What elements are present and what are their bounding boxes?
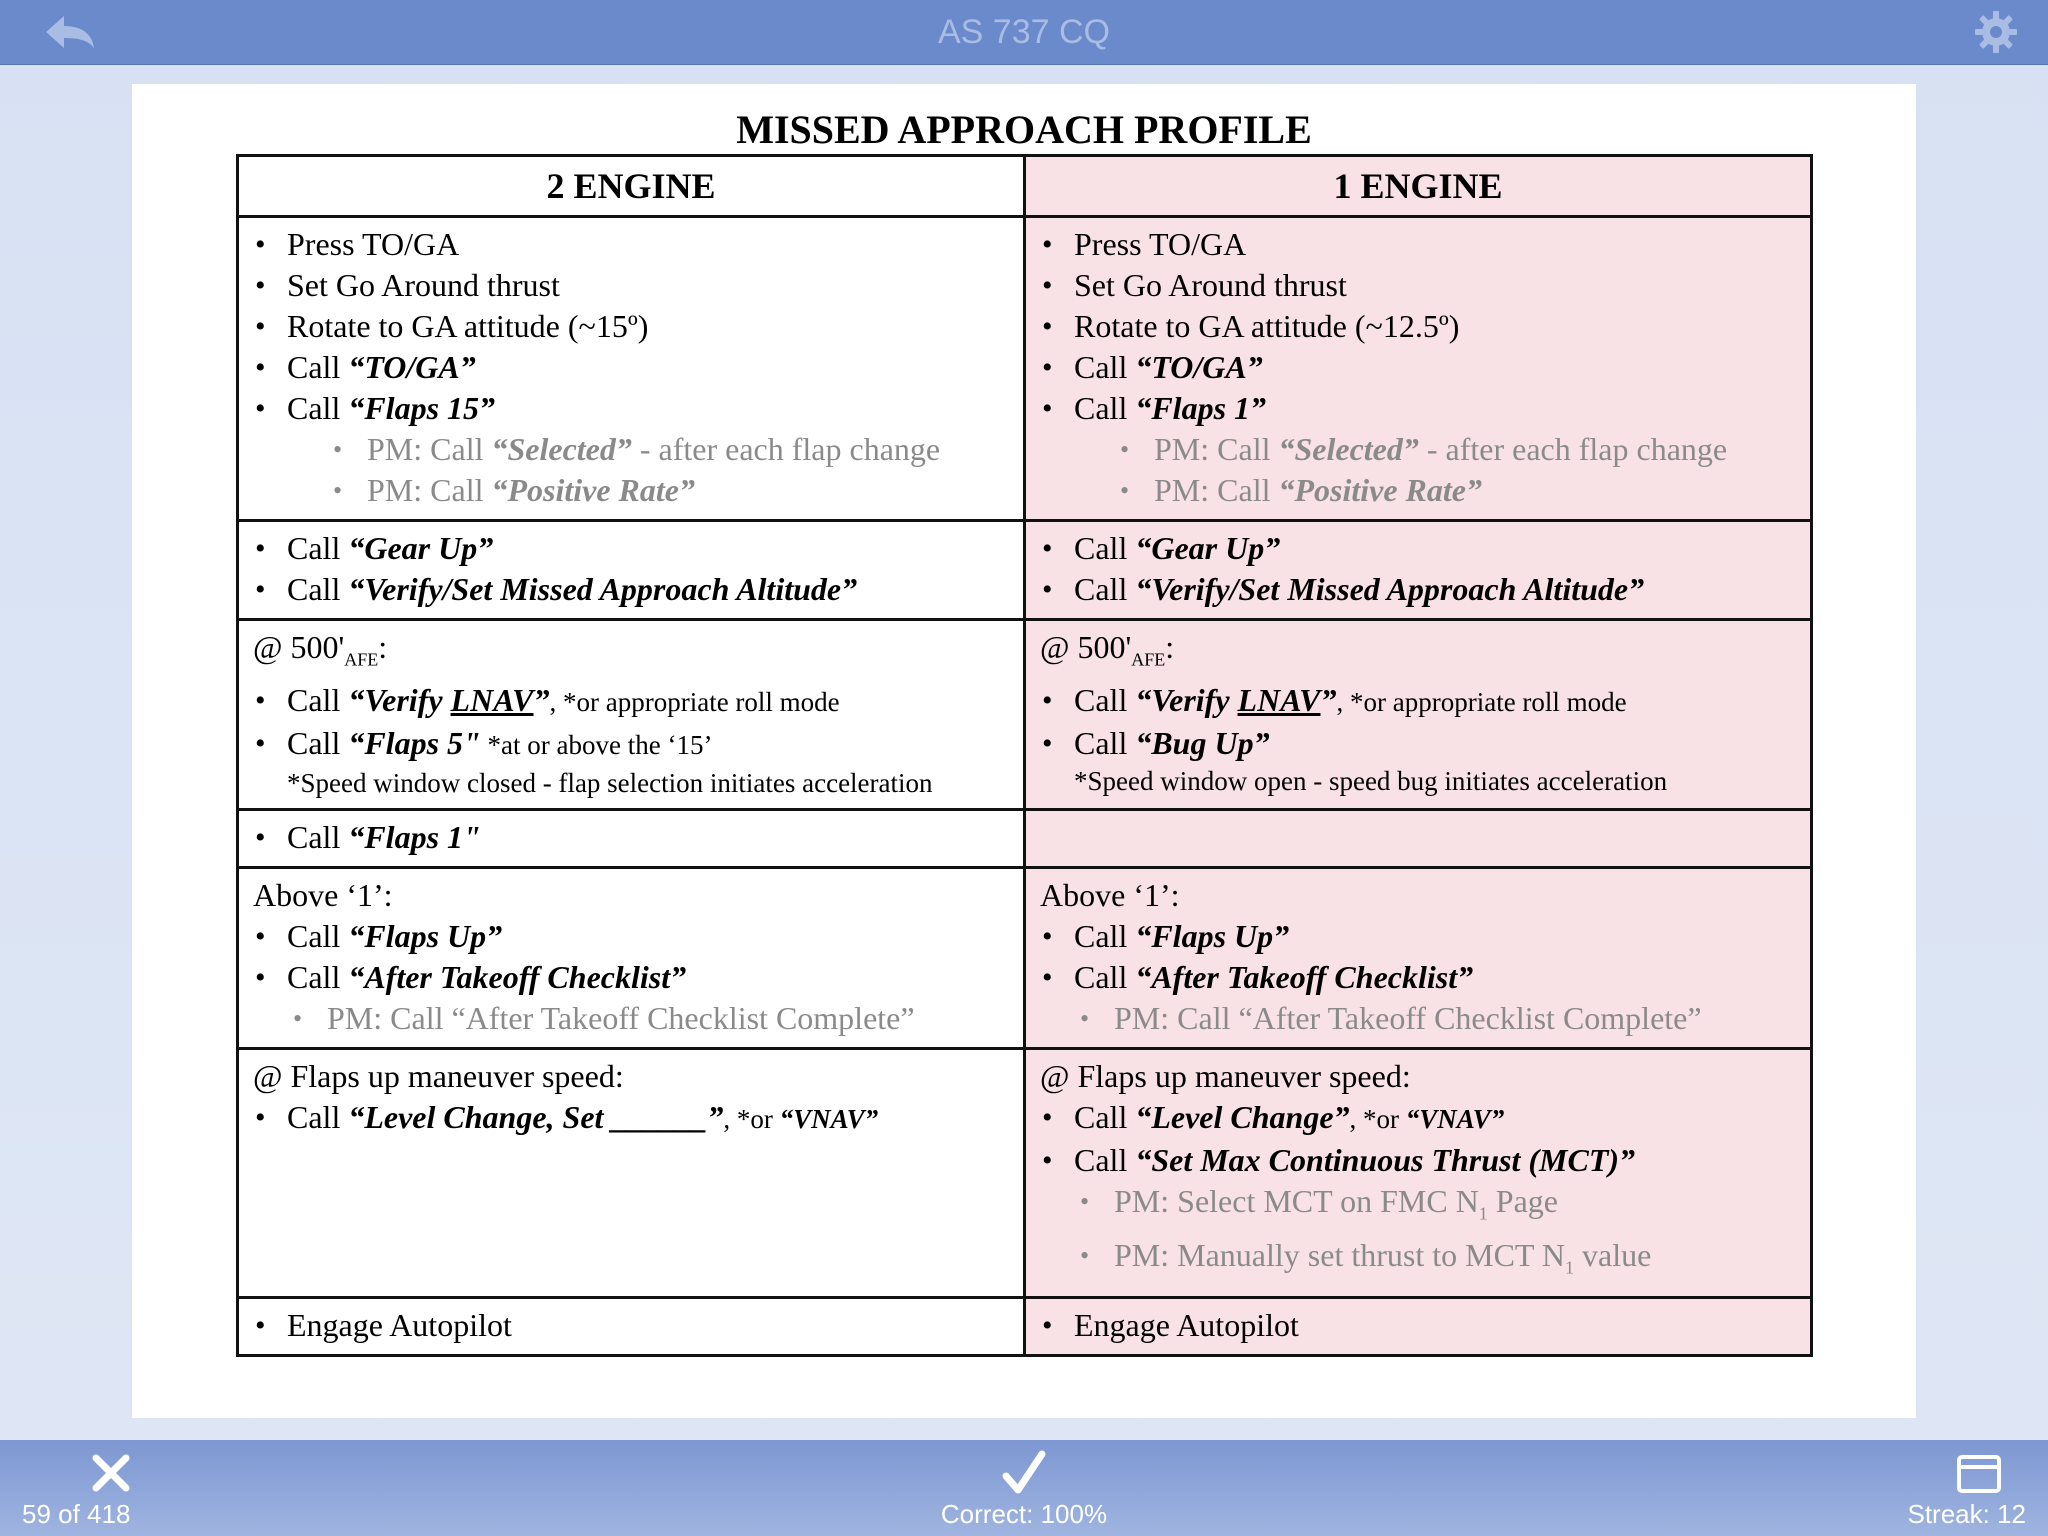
speed-note: *Speed window closed - flap selection initiates acceleration	[287, 768, 933, 799]
list-item: • Call “Level Change”, *or “VNAV”	[1040, 1097, 1796, 1140]
list-item: • Call “Flaps Up”	[253, 916, 1009, 957]
cell-1-engine	[1025, 1049, 1812, 1298]
table-row	[238, 1298, 1812, 1356]
cell-1-engine	[1025, 217, 1812, 521]
list-item: • Call “Flaps Up”	[1040, 916, 1796, 957]
list-item: • Call “TO/GA”	[253, 347, 1009, 388]
table-row	[238, 217, 1812, 521]
list-item: • Call “Verify/Set Missed Approach Altitude”	[253, 569, 1009, 610]
section-heading: @ $500'_{AFE}$:	[1040, 629, 1175, 670]
list-item: • Call “Gear Up”	[1040, 528, 1796, 569]
col-header-1-engine: 1 ENGINE	[1025, 156, 1812, 217]
pm-sub-item: • PM: Call “After Takeoff Checklist Complete”	[1040, 998, 1796, 1039]
document-title: MISSED APPROACH PROFILE	[736, 107, 1312, 152]
app-title: AS 737 CQ	[938, 13, 1110, 51]
table-row	[238, 1049, 1812, 1298]
missed-approach-table	[236, 154, 1813, 1357]
list-item: • Call “Verify/Set Missed Approach Altitude”	[1040, 569, 1796, 610]
list-item: • Rotate to GA attitude (~12.5º)	[1040, 306, 1796, 347]
section-heading: Above ‘1’:	[253, 877, 393, 914]
cell-2-engine	[238, 521, 1025, 620]
top-bar	[0, 0, 2048, 65]
pm-sub-item: • PM: Manually set thrust to MCT $N_1$ value	[1040, 1235, 1796, 1288]
list-item: • Call “Gear Up”	[253, 528, 1009, 569]
table-row	[238, 868, 1812, 1049]
pm-sub-item: • PM: Call “Positive Rate”	[253, 470, 1009, 511]
flashcard	[132, 84, 1916, 1418]
header-row	[238, 156, 1812, 217]
list-item: • Press TO/GA	[1040, 224, 1796, 265]
list-item: • Press TO/GA	[253, 224, 1009, 265]
pm-sub-item: • PM: Call “Positive Rate”	[1040, 470, 1796, 511]
pm-sub-item: • PM: Call “Selected” - after each flap change	[253, 429, 1009, 470]
list-item: • Engage Autopilot	[1040, 1305, 1796, 1346]
list-item: • Engage Autopilot	[253, 1305, 1009, 1346]
correct-percentage: Correct: 100%	[940, 1499, 1108, 1529]
pm-sub-item: • PM: Call “Selected” - after each flap change	[1040, 429, 1796, 470]
col-header-2-engine: 2 ENGINE	[238, 156, 1025, 217]
cell-1-engine	[1025, 1298, 1812, 1356]
table-row	[238, 620, 1812, 810]
list-item: • Call “After Takeoff Checklist”	[1040, 957, 1796, 998]
speed-note: *Speed window open - speed bug initiates acceleration	[1074, 766, 1668, 797]
cell-2-engine	[238, 217, 1025, 521]
section-heading: @ $500'_{AFE}$:	[253, 629, 388, 670]
cell-1-engine	[1025, 868, 1812, 1049]
section-heading: Above ‘1’:	[1040, 877, 1180, 914]
cell-2-engine	[238, 1049, 1025, 1298]
cell-2-engine	[238, 868, 1025, 1049]
x-icon[interactable]	[90, 1452, 132, 1494]
card-progress: 59 of 418	[22, 1499, 131, 1529]
list-item: • Call “Flaps 5" *at or above the ‘15’	[253, 723, 1009, 766]
cell-1-engine	[1025, 521, 1812, 620]
list-item: • Call “Flaps 1"	[253, 817, 1009, 858]
list-item: • Call “Flaps 15”	[253, 388, 1009, 429]
list-item: • Call “TO/GA”	[1040, 347, 1796, 388]
table-row	[238, 810, 1812, 868]
streak-count: Streak: 12	[1907, 1499, 2026, 1529]
cell-1-engine-empty	[1025, 810, 1812, 868]
pm-sub-item: • PM: Select MCT on FMC $N_1$ Page	[1040, 1181, 1796, 1234]
cell-2-engine	[238, 810, 1025, 868]
list-item: • Call “Set Max Continuous Thrust (MCT)”	[1040, 1140, 1796, 1181]
list-item: • Call “Level Change, Set ______”, *or “VNAV”	[253, 1097, 1009, 1140]
list-item: • Call “Bug Up”	[1040, 723, 1796, 764]
section-heading: @ Flaps up maneuver speed:	[253, 1058, 624, 1095]
table-row	[238, 521, 1812, 620]
list-item: • Set Go Around thrust	[253, 265, 1009, 306]
bottom-toolbar	[0, 1440, 2048, 1536]
gear-icon[interactable]	[1974, 10, 2018, 54]
list-item: • Call “Verify LNAV”, *or appropriate roll mode	[253, 680, 1009, 723]
card-icon[interactable]	[1956, 1454, 2002, 1494]
list-item: • Set Go Around thrust	[1040, 265, 1796, 306]
pm-sub-item: • PM: Call “After Takeoff Checklist Complete”	[253, 998, 1009, 1039]
list-item: • Call “After Takeoff Checklist”	[253, 957, 1009, 998]
cell-2-engine	[238, 1298, 1025, 1356]
cell-2-engine	[238, 620, 1025, 810]
list-item: • Call “Verify LNAV”, *or appropriate roll mode	[1040, 680, 1796, 723]
list-item: • Call “Flaps 1”	[1040, 388, 1796, 429]
list-item: • Rotate to GA attitude (~15º)	[253, 306, 1009, 347]
checkmark-icon[interactable]	[1002, 1448, 1046, 1498]
section-heading: @ Flaps up maneuver speed:	[1040, 1058, 1411, 1095]
cell-1-engine	[1025, 620, 1812, 810]
